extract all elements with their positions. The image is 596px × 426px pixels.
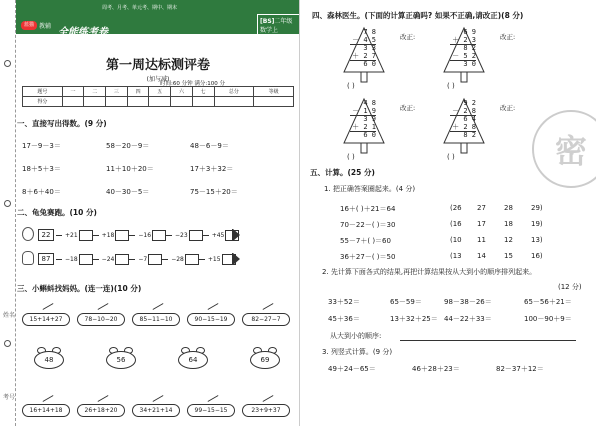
spine-label-id: 考号 bbox=[3, 394, 16, 401]
time-score-meta: 时间:60 分钟 满分:100 分 bbox=[160, 81, 225, 87]
frog-mother[interactable] bbox=[250, 347, 280, 369]
answer-box[interactable] bbox=[79, 254, 93, 265]
score-header-cell: 等级 bbox=[254, 87, 294, 97]
answer-parenthesis[interactable]: ( ) bbox=[347, 153, 355, 161]
section-3-title: 三、小蝌蚪找妈妈。(连一连)(10 分) bbox=[17, 284, 142, 293]
header-tags: 周考、月考、单元考、期中、期末 bbox=[102, 5, 178, 11]
tadpole-tail-icon bbox=[153, 395, 164, 402]
arrow-icon bbox=[162, 259, 168, 260]
score-input-cell[interactable] bbox=[106, 97, 128, 107]
calc-problem: 65－59＝ bbox=[390, 298, 422, 306]
chain-operation: +18 bbox=[101, 231, 115, 239]
calc-problem: 98－38－26＝ bbox=[444, 298, 492, 306]
calc-line: ＋ 2 3 bbox=[450, 37, 476, 46]
frog-body bbox=[250, 351, 280, 369]
tadpole-tail-icon bbox=[208, 303, 219, 310]
finish-flag-icon bbox=[232, 253, 242, 265]
calc-line: － 1 9 bbox=[350, 108, 376, 117]
tadpole-label: 15+14+27 bbox=[29, 316, 63, 323]
confidential-stamp: 密 bbox=[532, 110, 596, 188]
tadpole-tail-icon bbox=[153, 303, 164, 310]
score-header-cell: 五 bbox=[149, 87, 171, 97]
spine-label-name: 姓名 bbox=[3, 312, 16, 319]
q2-points: (12 分) bbox=[558, 283, 582, 291]
q3-title: 3. 列竖式计算。(9 分) bbox=[322, 348, 393, 356]
frog-body bbox=[178, 351, 208, 369]
tadpole-bottom[interactable] bbox=[242, 404, 290, 417]
finish-flag-icon bbox=[232, 229, 242, 241]
chain-operation: −23 bbox=[175, 231, 188, 239]
frog-mother[interactable] bbox=[178, 347, 208, 369]
section-5-title: 五、计算。(25 分) bbox=[310, 168, 375, 177]
tadpole-label: 99−15−15 bbox=[194, 407, 228, 414]
chain-start-value: 87 bbox=[38, 253, 54, 265]
answer-option[interactable]: 29) bbox=[531, 204, 543, 212]
vertical-calculation bbox=[350, 100, 376, 140]
answer-option[interactable]: 18 bbox=[504, 220, 513, 228]
score-header-cell: 二 bbox=[84, 87, 106, 97]
frog-body bbox=[106, 351, 136, 369]
answer-option[interactable]: 27 bbox=[477, 204, 486, 212]
correction-label: 改正: bbox=[500, 33, 516, 41]
tadpole-top[interactable] bbox=[22, 313, 70, 326]
answer-option[interactable]: 16) bbox=[531, 252, 543, 260]
calc-line: ＋ 2 8 bbox=[450, 124, 476, 133]
vertical-calculation bbox=[450, 100, 476, 140]
chain-start-value: 22 bbox=[38, 229, 54, 241]
correction-label: 改正: bbox=[400, 104, 416, 112]
calc-line: 6 9 bbox=[463, 28, 476, 36]
correction-label: 改正: bbox=[400, 33, 416, 41]
calc-line: － 4 5 bbox=[350, 37, 376, 46]
q2-order-label: 从大到小的顺序: bbox=[330, 332, 382, 340]
frog-mother[interactable] bbox=[34, 347, 64, 369]
tadpole-top[interactable] bbox=[187, 313, 235, 326]
score-input-cell[interactable] bbox=[171, 97, 193, 107]
answer-box[interactable] bbox=[185, 254, 199, 265]
tadpole-label: 23+9+37 bbox=[251, 407, 281, 414]
answer-box[interactable] bbox=[148, 254, 162, 265]
page-title: 第一周达标测评卷 bbox=[105, 58, 210, 73]
vertical-calc-problem: 46＋28＋23＝ bbox=[412, 365, 460, 373]
tadpole-tail-icon bbox=[98, 395, 109, 402]
arrow-icon bbox=[93, 235, 99, 236]
tadpole-tail-icon bbox=[263, 395, 274, 402]
vertical-calculation bbox=[450, 29, 476, 69]
frog-number: 48 bbox=[44, 356, 54, 364]
binding-spine bbox=[0, 0, 16, 426]
calc-problem: 13＋32＋25＝ bbox=[390, 315, 438, 323]
grade-label: [BS]二年级数学上 bbox=[257, 14, 300, 36]
chain-operation: −24 bbox=[101, 255, 115, 263]
calc-problem: 11＋10＋20＝ bbox=[106, 165, 154, 173]
calc-line: 9 2 bbox=[463, 99, 476, 107]
score-input-cell[interactable] bbox=[192, 97, 214, 107]
calc-line: 8 2 bbox=[463, 44, 476, 52]
calc-line: 6 0 bbox=[363, 131, 376, 139]
tadpole-tail-icon bbox=[43, 303, 54, 310]
race-chain bbox=[38, 229, 239, 241]
rabbit-icon bbox=[22, 251, 34, 265]
section-2-title: 二、龟兔赛跑。(10 分) bbox=[17, 208, 97, 217]
tadpole-label: 34+21+14 bbox=[139, 407, 173, 414]
chain-operation: −18 bbox=[65, 255, 78, 263]
calc-problem: 18＋5＋3＝ bbox=[22, 165, 61, 173]
vertical-calculation bbox=[350, 29, 376, 69]
frog-number: 64 bbox=[188, 356, 198, 364]
answer-option[interactable]: (13 bbox=[450, 252, 462, 260]
slogan: 全能练考卷 bbox=[58, 27, 108, 38]
score-input-cell[interactable] bbox=[127, 97, 149, 107]
tadpole-top[interactable] bbox=[132, 313, 180, 326]
frog-mother[interactable] bbox=[106, 347, 136, 369]
answer-option[interactable]: 12 bbox=[504, 236, 513, 244]
chain-operation: +45 bbox=[211, 231, 225, 239]
binding-ring bbox=[4, 200, 11, 207]
calc-problem: 17＋3＋32＝ bbox=[190, 165, 234, 173]
section-1-title: 一、直接写出得数。(9 分) bbox=[17, 119, 107, 128]
tadpole-tail-icon bbox=[208, 395, 219, 402]
calc-problem: 65－56＋21＝ bbox=[524, 298, 572, 306]
calc-line: ＋ 2 1 bbox=[350, 124, 376, 133]
chain-operation: −7 bbox=[138, 255, 148, 263]
calc-line: 6 0 bbox=[363, 60, 376, 68]
calc-line: 8 2 bbox=[463, 131, 476, 139]
answer-box[interactable] bbox=[152, 230, 166, 241]
correction-label: 改正: bbox=[500, 104, 516, 112]
calc-line: － 2 8 bbox=[450, 108, 476, 117]
calc-problem: 40－30－5＝ bbox=[106, 188, 150, 196]
answer-option[interactable]: 13) bbox=[531, 236, 543, 244]
calc-problem: 44－22＋33＝ bbox=[444, 315, 492, 323]
answer-option[interactable]: 28 bbox=[504, 204, 513, 212]
tadpole-bottom[interactable] bbox=[77, 404, 125, 417]
arrow-icon bbox=[93, 259, 99, 260]
tadpole-label: 90−15−19 bbox=[194, 316, 228, 323]
score-input-cell[interactable] bbox=[84, 97, 106, 107]
chain-operation: −28 bbox=[171, 255, 184, 263]
brand-logo: 蓝猫 bbox=[21, 21, 37, 30]
tadpole-label: 85−11−10 bbox=[139, 316, 173, 323]
calc-line: 4 8 bbox=[363, 99, 376, 107]
score-header-cell: 七 bbox=[192, 87, 214, 97]
calc-line: 3 3 bbox=[363, 44, 376, 52]
tadpole-label: 78−10−20 bbox=[84, 316, 118, 323]
frog-number: 69 bbox=[260, 356, 270, 364]
calc-problem: 100－90＋9＝ bbox=[524, 315, 572, 323]
score-table bbox=[22, 86, 294, 107]
choice-equation: 55－7＋( )＝60 bbox=[340, 237, 391, 245]
answer-parenthesis[interactable]: ( ) bbox=[447, 153, 455, 161]
arrow-icon bbox=[56, 259, 62, 260]
frog-body bbox=[34, 351, 64, 369]
arrow-icon bbox=[203, 235, 209, 236]
score-input-cell[interactable] bbox=[149, 97, 171, 107]
choice-equation: 70－22－( )＝30 bbox=[340, 221, 396, 229]
tadpole-label: 16+14+18 bbox=[29, 407, 63, 414]
score-header-cell: 题号 bbox=[23, 87, 63, 97]
arrow-icon bbox=[129, 259, 135, 260]
score-header-cell: 三 bbox=[106, 87, 128, 97]
score-header-cell: 总分 bbox=[214, 87, 254, 97]
q2-title: 2. 先计算下面各式的结果,再把计算结果按从大到小的顺序排列起来。 bbox=[322, 268, 537, 276]
calc-line: 6 4 bbox=[463, 115, 476, 123]
score-input-cell[interactable] bbox=[214, 97, 254, 107]
answer-option[interactable]: (26 bbox=[450, 204, 462, 212]
chain-operation: −16 bbox=[138, 231, 152, 239]
calc-problem: 48－6－9＝ bbox=[190, 142, 229, 150]
brand-name: 教辅 bbox=[39, 23, 52, 30]
tadpole-top[interactable] bbox=[77, 313, 125, 326]
tadpole-bottom[interactable] bbox=[22, 404, 70, 417]
tadpole-bottom[interactable] bbox=[187, 404, 235, 417]
score-input-cell[interactable] bbox=[254, 97, 294, 107]
calc-problem: 33＋52＝ bbox=[328, 298, 360, 306]
page-subtitle: (加与减) bbox=[146, 76, 170, 83]
tadpole-tail-icon bbox=[43, 395, 54, 402]
answer-option[interactable]: (16 bbox=[450, 220, 462, 228]
right-page bbox=[300, 0, 596, 426]
chain-operation: +21 bbox=[65, 231, 78, 239]
arrow-icon bbox=[56, 235, 62, 236]
answer-parenthesis[interactable]: ( ) bbox=[347, 82, 355, 90]
calc-problem: 45＋36＝ bbox=[328, 315, 360, 323]
turtle-icon bbox=[22, 227, 34, 241]
order-answer-line[interactable] bbox=[400, 340, 576, 341]
answer-option[interactable]: 17 bbox=[477, 220, 486, 228]
binding-ring bbox=[4, 60, 11, 67]
frog-number: 56 bbox=[116, 356, 126, 364]
tadpole-tail-icon bbox=[98, 303, 109, 310]
tadpole-label: 82−27−7 bbox=[251, 316, 281, 323]
score-header-cell: 六 bbox=[171, 87, 193, 97]
calc-line: 7 8 bbox=[363, 28, 376, 36]
answer-box[interactable] bbox=[189, 230, 203, 241]
answer-box[interactable] bbox=[79, 230, 93, 241]
calc-problem: 75－15＋20＝ bbox=[190, 188, 238, 196]
race-chain bbox=[38, 253, 236, 265]
choice-equation: 36＋27－( )＝50 bbox=[340, 253, 396, 261]
vertical-calc-problem: 82－37＋12＝ bbox=[496, 365, 544, 373]
section-4-title: 四、森林医生。(下面的计算正确吗? 如果不正确,请改正)(8 分) bbox=[312, 11, 524, 20]
arrow-icon bbox=[166, 235, 172, 236]
binding-ring bbox=[4, 340, 11, 347]
answer-option[interactable]: (10 bbox=[450, 236, 462, 244]
calc-problem: 58－20－9＝ bbox=[106, 142, 150, 150]
answer-box[interactable] bbox=[115, 230, 129, 241]
score-header-cell: 一 bbox=[62, 87, 84, 97]
answer-option[interactable]: 19) bbox=[531, 220, 543, 228]
chain-operation: +15 bbox=[207, 255, 221, 263]
tadpole-bottom[interactable] bbox=[132, 404, 180, 417]
arrow-icon bbox=[129, 235, 135, 236]
calc-line: 3 9 bbox=[363, 115, 376, 123]
choice-equation: 16＋( )＋21＝64 bbox=[340, 205, 396, 213]
score-input-cell[interactable] bbox=[62, 97, 84, 107]
calc-line: 3 0 bbox=[463, 60, 476, 68]
tadpole-tail-icon bbox=[263, 303, 274, 310]
score-row-label: 得分 bbox=[23, 97, 63, 107]
calc-problem: 17－9－3＝ bbox=[22, 142, 61, 150]
vertical-calc-problem: 49＋24－65＝ bbox=[328, 365, 376, 373]
tadpole-label: 26+18+20 bbox=[84, 407, 118, 414]
q1-title: 1. 把正确答案圈起来。(4 分) bbox=[324, 185, 416, 193]
calc-line: ＋ 2 7 bbox=[350, 53, 376, 62]
tadpole-top[interactable] bbox=[242, 313, 290, 326]
answer-option[interactable]: 14 bbox=[477, 252, 486, 260]
answer-option[interactable]: 15 bbox=[504, 252, 513, 260]
score-header-cell: 四 bbox=[127, 87, 149, 97]
calc-problem: 8＋6＋40＝ bbox=[22, 188, 61, 196]
answer-box[interactable] bbox=[115, 254, 129, 265]
answer-parenthesis[interactable]: ( ) bbox=[447, 82, 455, 90]
answer-option[interactable]: 11 bbox=[477, 236, 486, 244]
calc-line: － 5 2 bbox=[450, 53, 476, 62]
arrow-icon bbox=[199, 259, 205, 260]
